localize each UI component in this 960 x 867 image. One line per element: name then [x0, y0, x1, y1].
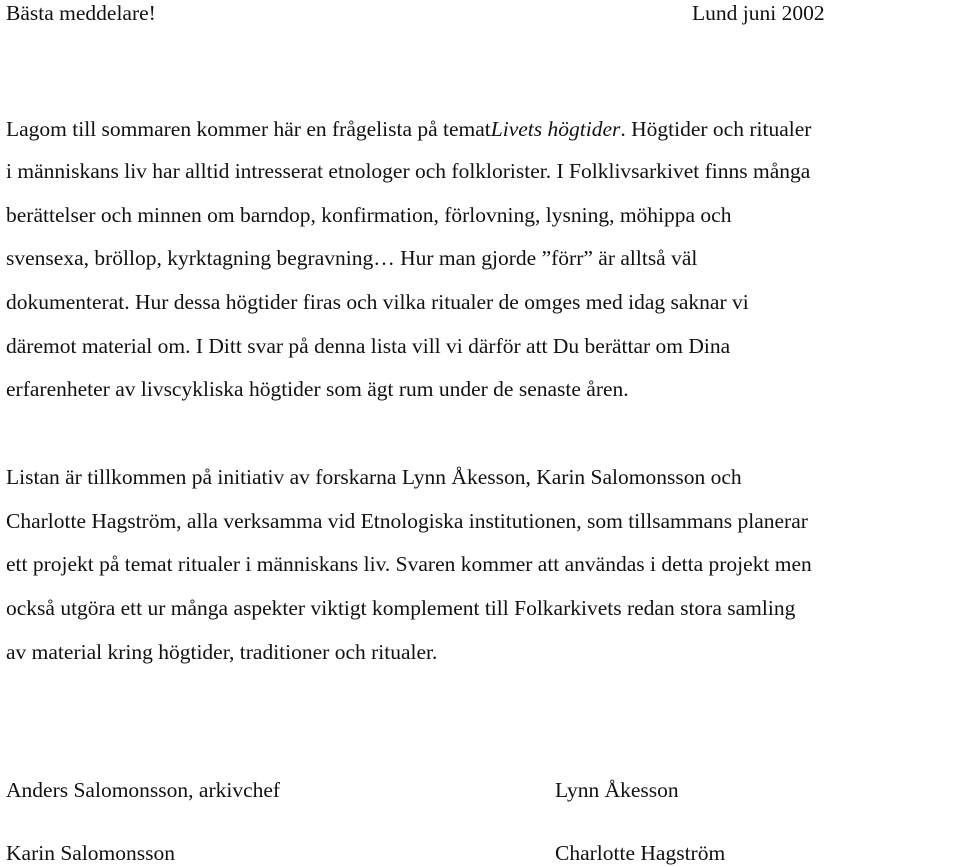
- paragraph-line: också utgöra ett ur många aspekter viktigt komplement till Folkarkivets redan stora samling: [6, 596, 796, 620]
- text-run: . Högtider och ritualer: [620, 117, 812, 141]
- paragraph-line: däremot material om. I Ditt svar på denna lista vill vi därför att Du berättar om Dina: [6, 334, 731, 358]
- signature-name: Charlotte Hagström: [555, 841, 726, 865]
- paragraph-line: Charlotte Hagström, alla verksamma vid Etnologiska institutionen, som tillsammans planerar: [6, 509, 808, 533]
- paragraph-line: av material kring högtider, traditioner och ritualer.: [6, 640, 438, 664]
- theme-title: Livets högtider: [490, 117, 621, 141]
- paragraph-line: [6, 116, 811, 142]
- signature-name: Lynn Åkesson: [555, 778, 679, 802]
- paragraph-line: svensexa, bröllop, kyrktagning begravning… Hur man gjorde ”förr” är alltså väl: [6, 246, 698, 270]
- paragraph-line: ett projekt på temat ritualer i människans liv. Svaren kommer att användas i detta projekt men: [6, 552, 812, 576]
- paragraph-line: erfarenheter av livscykliska högtider som ägt rum under de senaste åren.: [6, 377, 629, 401]
- paragraph-line: Listan är tillkommen på initiativ av forskarna Lynn Åkesson, Karin Salomonsson och: [6, 465, 742, 489]
- paragraph-line: i människans liv har alltid intresserat etnologer och folklorister. I Folklivsarkivet finns många: [6, 159, 811, 183]
- signature-name: Karin Salomonsson: [6, 841, 176, 865]
- text-run: Lagom till sommaren kommer här en frågelista på temat: [6, 117, 491, 141]
- salutation: Bästa meddelare!: [6, 1, 156, 25]
- paragraph-line: berättelser och minnen om barndop, konfirmation, förlovning, lysning, möhippa och: [6, 203, 732, 227]
- signature-name: Anders Salomonsson, arkivchef: [6, 778, 281, 802]
- place-date: Lund juni 2002: [692, 1, 825, 25]
- paragraph-line: dokumenterat. Hur dessa högtider firas och vilka ritualer de omges med idag saknar vi: [6, 290, 749, 314]
